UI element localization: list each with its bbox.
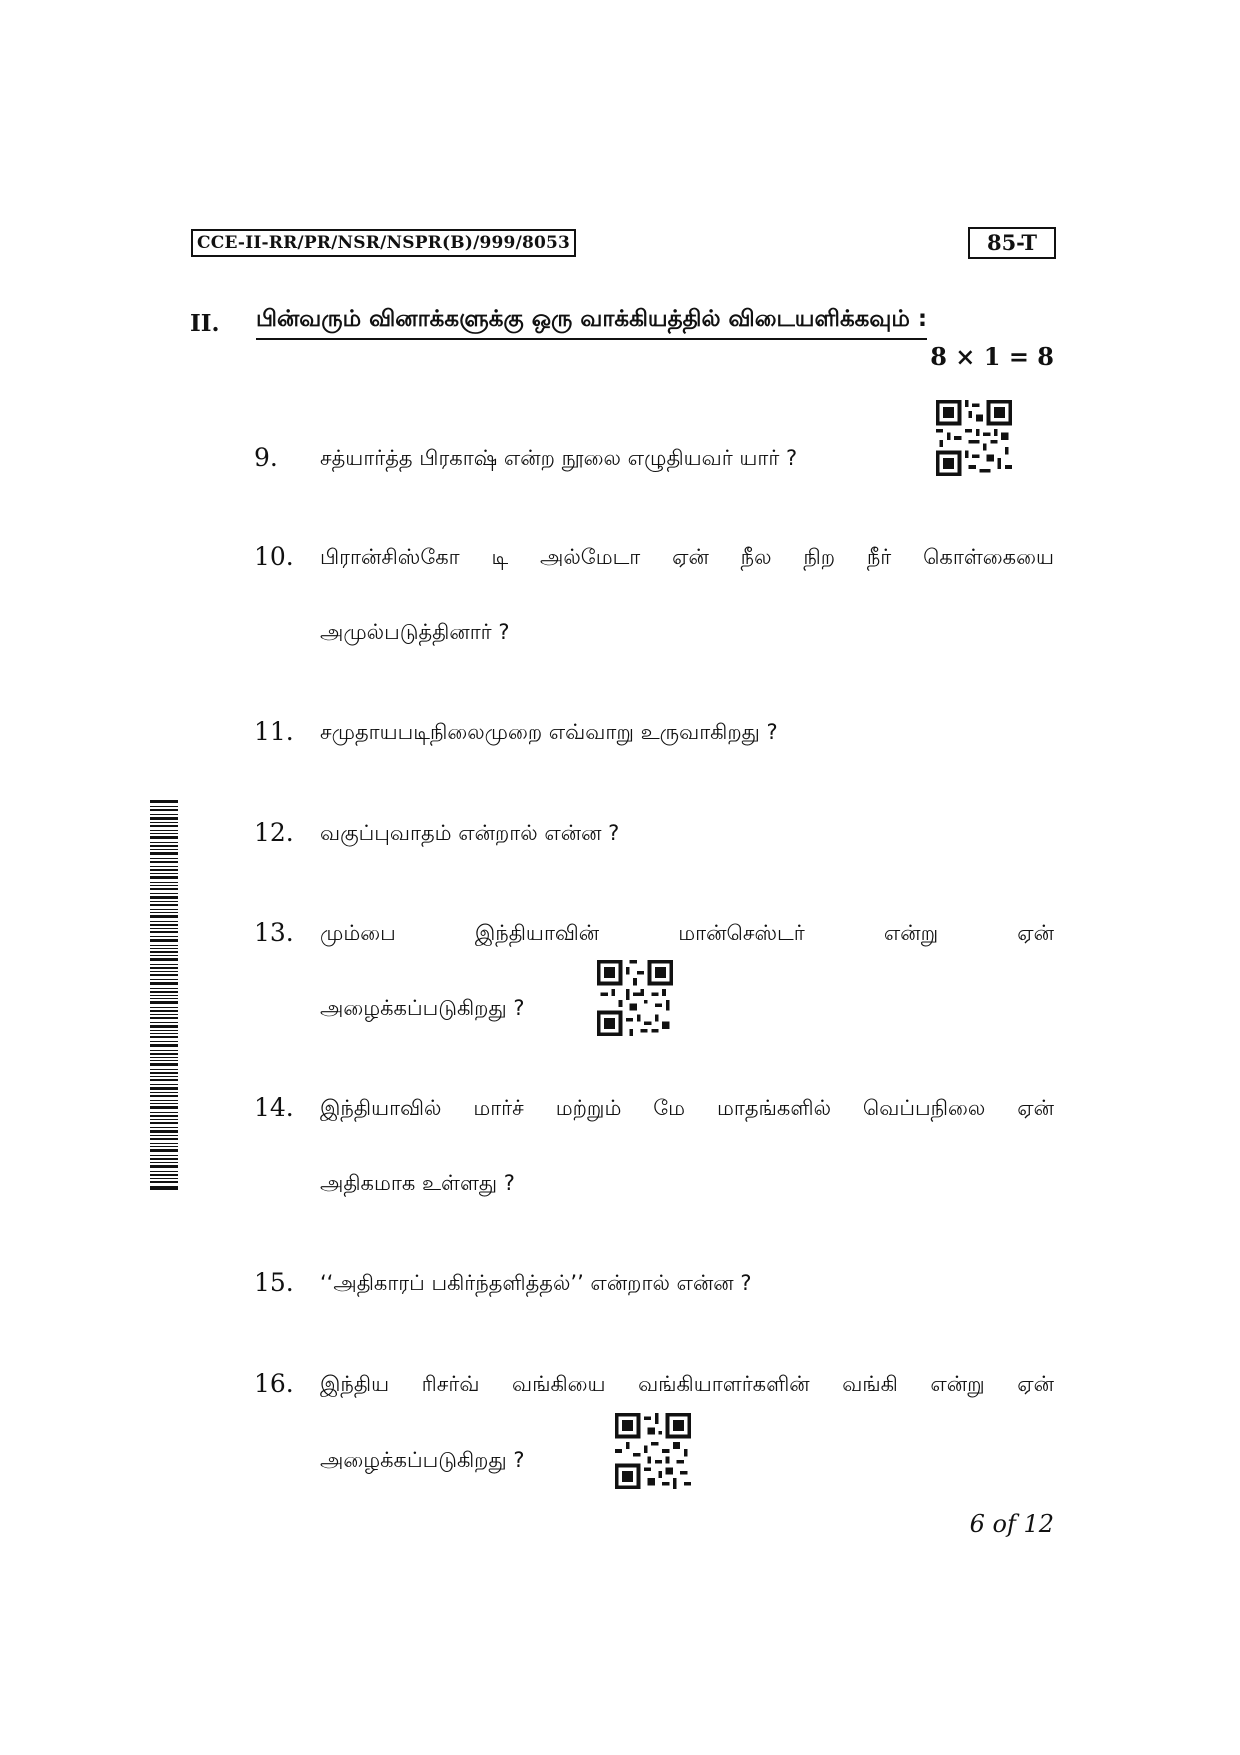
word: மும்பை [320,921,396,945]
question-text: அழைக்கப்படுகிறது ? [320,1448,525,1472]
question-text: அதிகமாக உள்ளது ? [320,1171,515,1195]
question-text: வகுப்புவாதம் என்றால் என்ன ? [320,821,620,845]
word: அல்மேடா [540,545,641,569]
exam-code: CCE-II-RR/PR/NSR/NSPR(B)/999/8053 [191,229,576,257]
question-number: 16. [254,1369,294,1398]
word: வெப்பநிலை [862,1096,986,1120]
word: மார்ச் [473,1096,524,1120]
word: என்று [883,921,939,945]
barcode-icon [150,800,178,1190]
page-number: 6 of 12 [969,1510,1054,1538]
word: மான்செஸ்டர் [678,921,805,945]
question-number: 11. [254,717,294,746]
question-text: அழைக்கப்படுகிறது ? [320,996,525,1020]
word: நீர் [866,545,892,569]
word: ஏன் [672,545,709,569]
word: என்று [930,1372,985,1396]
question-text: ‘‘அதிகாரப் பகிர்ந்தளித்தல்’’ என்றால் என்ன ? [320,1271,752,1295]
question-text-line [320,921,1054,948]
word: மாதங்களில் [716,1096,832,1120]
question-number: 14. [254,1093,294,1122]
section-marks: 8 × 1 = 8 [930,342,1054,371]
word: வங்கியை [511,1372,606,1396]
question-text-line [320,1372,1054,1399]
word: வங்கி [842,1372,898,1396]
qr-code-icon [614,1413,692,1489]
section-number: II. [190,310,220,337]
word: இந்தியாவில் [320,1096,442,1120]
word: மே [653,1096,686,1120]
word: ஏன் [1017,1096,1054,1120]
question-text-line [320,1096,1054,1123]
word: ஏன் [1017,921,1054,945]
question-text: சமுதாயபடிநிலைமுறை எவ்வாறு உருவாகிறது ? [320,720,778,744]
question-number: 9. [254,443,278,472]
question-text-line [320,545,1054,572]
word: நீல [740,545,772,569]
question-text: சத்யார்த்த பிரகாஷ் என்ற நூலை எழுதியவர் யார் ? [320,446,798,470]
word: இந்திய [320,1372,390,1396]
word: டி [491,545,509,569]
qr-code-icon [596,960,674,1036]
word: நிற [803,545,836,569]
word: வங்கியாளர்களின் [638,1372,810,1396]
question-text: அமுல்படுத்தினார் ? [320,620,510,644]
word: பிரான்சிஸ்கோ [320,545,460,569]
question-number: 15. [254,1268,294,1297]
word: கொள்கையை [923,545,1054,569]
qr-code-icon [935,400,1013,476]
word: ஏன் [1017,1372,1054,1396]
section-title: பின்வரும் வினாக்களுக்கு ஒரு வாக்கியத்தில் விடையளிக்கவும் : [256,306,927,340]
question-number: 13. [254,918,294,947]
word: ரிசர்வ் [421,1372,480,1396]
word: இந்தியாவின் [474,921,600,945]
word: மற்றும் [555,1096,622,1120]
question-number: 10. [254,542,294,571]
question-number: 12. [254,818,294,847]
paper-code: 85-T [968,227,1056,259]
